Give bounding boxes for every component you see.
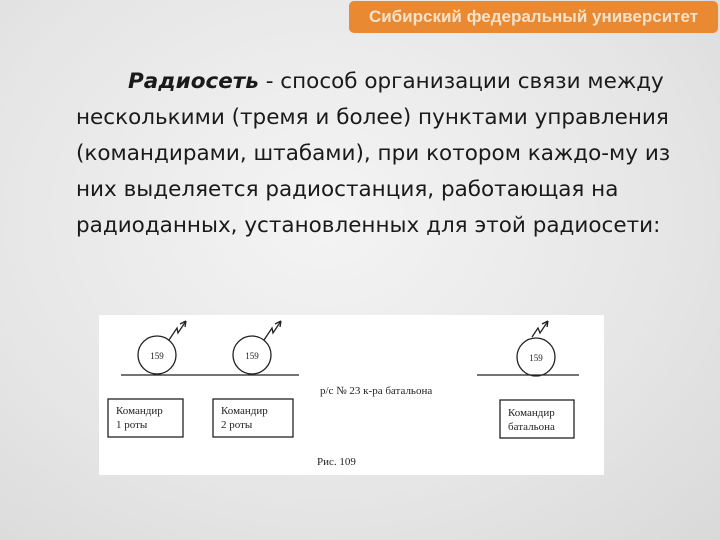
commander-box-1-line2: 1 роты <box>116 419 148 431</box>
radio-station-3-number: 159 <box>529 353 543 363</box>
definition-text <box>76 64 676 244</box>
radio-network-figure <box>99 315 604 475</box>
commander-box-1 <box>108 399 183 437</box>
antenna-icon <box>264 321 281 340</box>
commander-box-3 <box>500 400 574 438</box>
commander-box-3-line1: Командир <box>508 407 555 419</box>
commander-box-2-line1: Командир <box>221 405 268 417</box>
commander-box-3-line2: батальона <box>508 421 555 433</box>
definition-term: Радиосеть <box>128 69 259 94</box>
radio-station-2 <box>233 321 281 374</box>
radio-station-2-number: 159 <box>245 351 259 361</box>
definition-body: - способ организации связи между несколькими (тремя и более) пунктами управления (командирами, штабами), при котором каждо-му из них выделяется радиостанция, работающая на радиоданных, установленных для этой радиосети: <box>76 69 671 238</box>
radio-station-1 <box>138 321 186 374</box>
radio-network-diagram <box>99 315 604 475</box>
radio-station-3 <box>517 321 555 376</box>
figure-caption: Рис. 109 <box>317 456 356 468</box>
antenna-icon <box>169 321 186 340</box>
radio-station-1-number: 159 <box>150 351 164 361</box>
commander-box-2-line2: 2 роты <box>221 419 253 431</box>
network-label: р/с № 23 к-ра батальона <box>320 385 433 397</box>
commander-box-1-line1: Командир <box>116 405 163 417</box>
header-title: Сибирский федеральный университет <box>349 1 718 33</box>
commander-box-2 <box>213 399 293 437</box>
antenna-icon <box>532 321 548 337</box>
